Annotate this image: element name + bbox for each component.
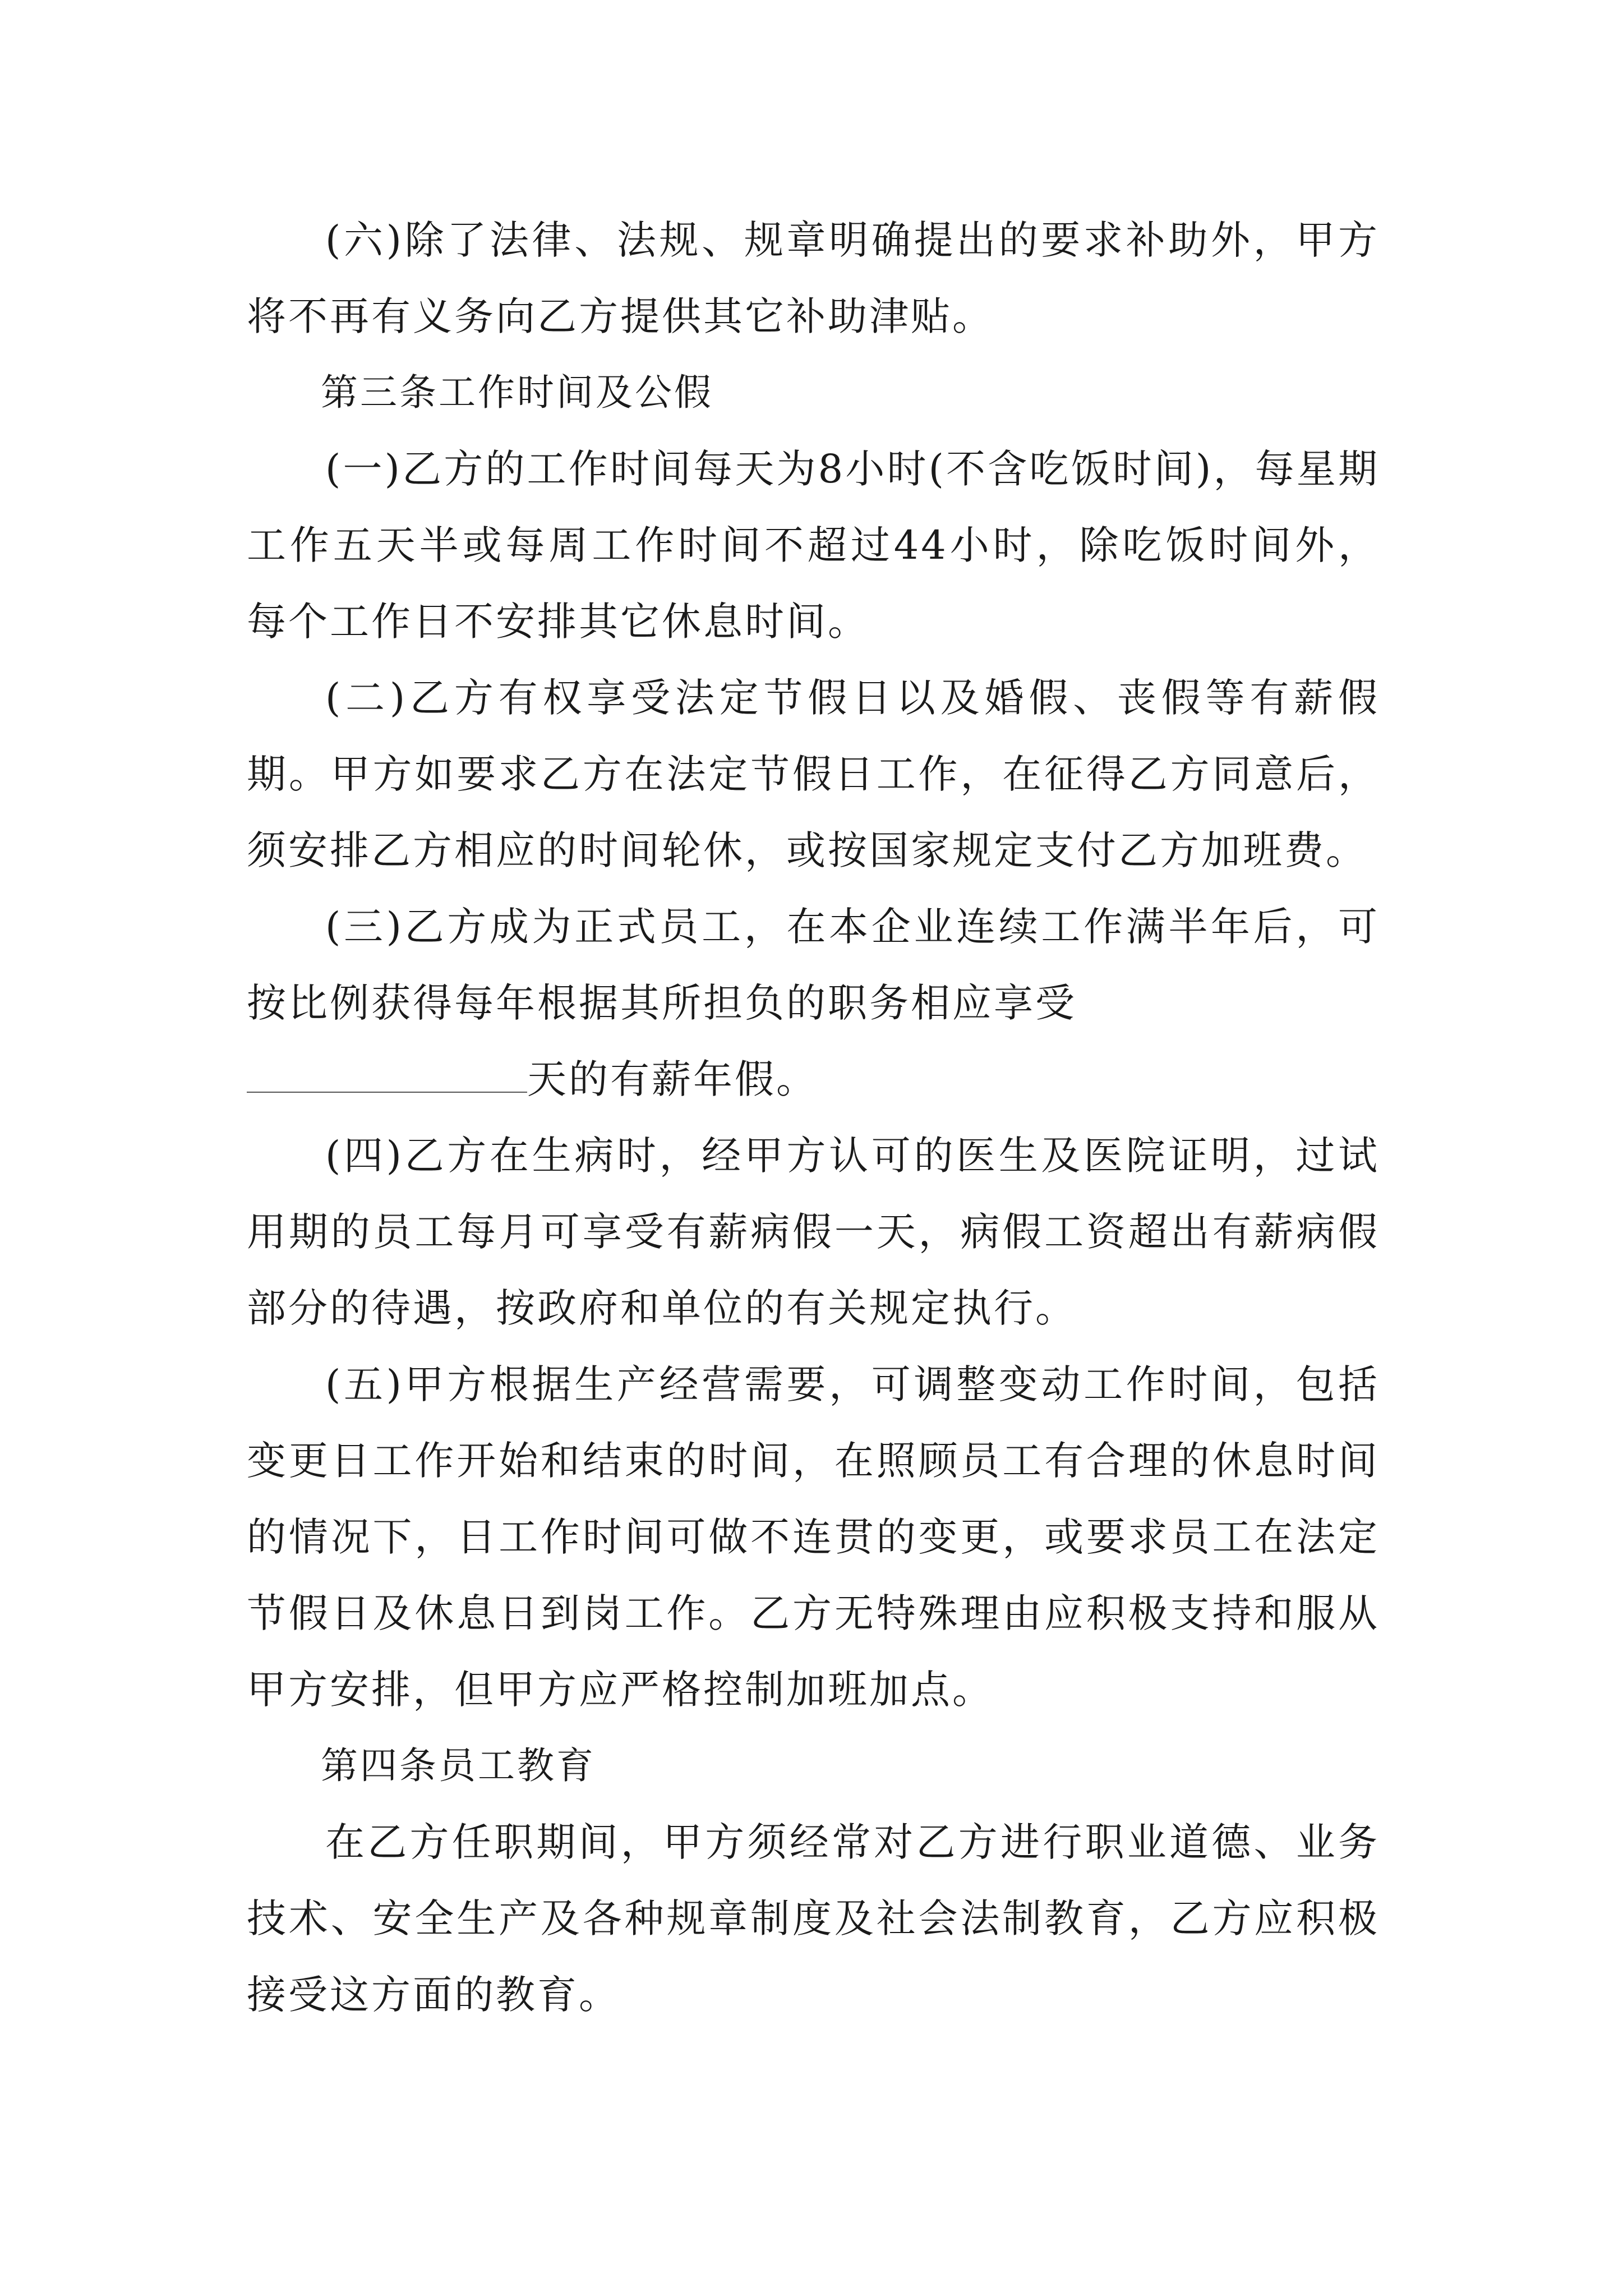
annual-leave-suffix: 天的有薪年假。 [527, 1056, 818, 1102]
paragraph-schedule-changes: (五)甲方根据生产经营需要，可调整变动工作时间，包括变更日工作开始和结束的时间，在照顾员工有合理的休息时间的情况下，日工作时间可做不连贯的变更，或要求员工在法定节假日及休息日到岗工作。乙方无特殊理由应积极支持和服从甲方安排，但甲方应严格控制加班加点。 [247, 1361, 1380, 1713]
paragraph-education: 在乙方任职期间，甲方须经常对乙方进行职业道德、业务技术、安全生产及各种规章制度及社会法制教育，乙方应积极接受这方面的教育。 [247, 1819, 1380, 2018]
heading-article-4: 第四条员工教育 [321, 1744, 596, 1787]
annual-leave-text: (三)乙方成为正式员工，在本企业连续工作满半年后，可按比例获得每年根据其所担负的职务相应享受 [247, 904, 1380, 1026]
heading-article-3: 第三条工作时间及公假 [321, 371, 713, 414]
paragraph-annual-leave [247, 889, 1380, 1117]
document-body [247, 202, 1380, 2033]
paragraph-sick-leave: (四)乙方在生病时，经甲方认可的医生及医院证明，过试用期的员工每月可享受有薪病假一天，病假工资超出有薪病假部分的待遇，按政府和单位的有关规定执行。 [247, 1133, 1380, 1331]
paragraph-working-hours: (一)乙方的工作时间每天为8小时(不含吃饭时间)，每星期工作五天半或每周工作时间不超过44小时，除吃饭时间外，每个工作日不安排其它休息时间。 [247, 446, 1380, 645]
annual-leave-days-blank[interactable] [247, 1058, 527, 1093]
paragraph-subsidy: (六)除了法律、法规、规章明确提出的要求补助外，甲方将不再有义务向乙方提供其它补助津贴。 [247, 217, 1380, 339]
paragraph-holidays: (二)乙方有权享受法定节假日以及婚假、丧假等有薪假期。甲方如要求乙方在法定节假日工作，在征得乙方同意后，须安排乙方相应的时间轮休，或按国家规定支付乙方加班费。 [247, 675, 1380, 873]
